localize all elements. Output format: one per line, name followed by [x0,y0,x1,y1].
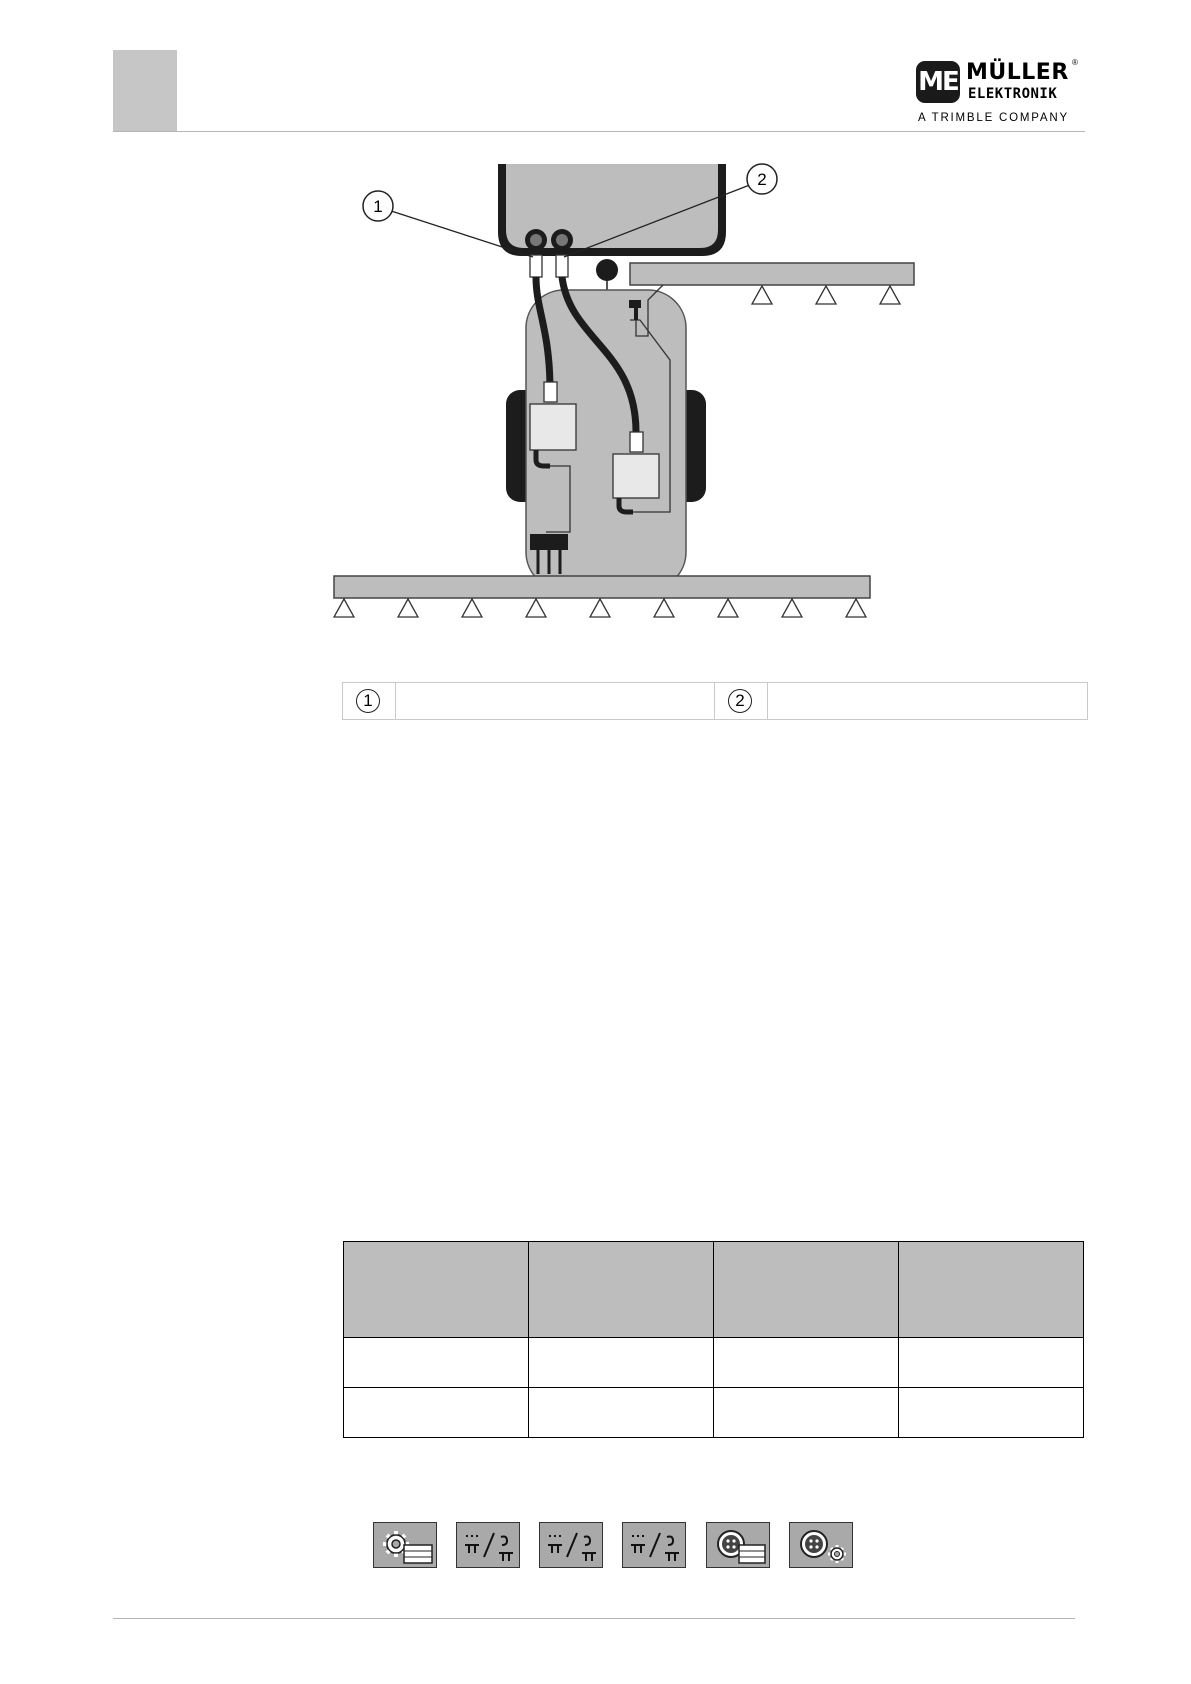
connector-settings-icon [790,1523,854,1569]
logo-brand: MÜLLER [966,60,1069,85]
settings-gear-icon [374,1523,438,1569]
logo-registered-mark: ® [1072,58,1078,67]
sensor-switch-button[interactable] [622,1522,686,1568]
table-cell [344,1338,529,1388]
legend-text [768,683,1087,719]
connector-list-button[interactable] [706,1522,770,1568]
sensor-switch-icon [457,1523,521,1569]
sensor-switch-icon [623,1523,687,1569]
logo-tagline: A TRIMBLE COMPANY [918,112,1069,124]
legend-number: 2 [728,689,752,713]
callout-1-label: 1 [373,197,383,216]
legend-text [396,683,715,719]
table-row [344,1338,1084,1388]
data-table [343,1241,1084,1438]
legend-number: 1 [356,689,380,713]
table-cell [344,1388,529,1438]
table-header-cell [529,1242,714,1338]
table-cell [529,1338,714,1388]
legend-number-cell [343,683,396,719]
chapter-tab [113,50,177,132]
sensor-switch-button[interactable] [456,1522,520,1568]
table-row [344,1388,1084,1438]
table-cell [714,1338,899,1388]
sensor-switch-icon [540,1523,604,1569]
sensor-switch-button[interactable] [539,1522,603,1568]
connector-list-icon [707,1523,771,1569]
company-logo [916,58,1086,128]
connector-settings-button[interactable] [789,1522,853,1568]
callout-2-label: 2 [757,170,767,189]
table-cell [714,1388,899,1438]
table-header-cell [714,1242,899,1338]
logo-subtitle: ELEKTRONIK [968,86,1058,102]
table-header-cell [344,1242,529,1338]
table-header-cell [899,1242,1084,1338]
sprayer-connection-diagram [330,160,930,660]
header-divider [113,131,1085,132]
logo-badge: ME [916,61,960,103]
settings-gear-button[interactable] [373,1522,437,1568]
table-cell [529,1388,714,1438]
legend-number-cell [715,683,768,719]
callout-legend [342,682,1088,720]
table-cell [899,1388,1084,1438]
table-header-row [344,1242,1084,1338]
footer-divider [113,1618,1075,1619]
table-cell [899,1338,1084,1388]
